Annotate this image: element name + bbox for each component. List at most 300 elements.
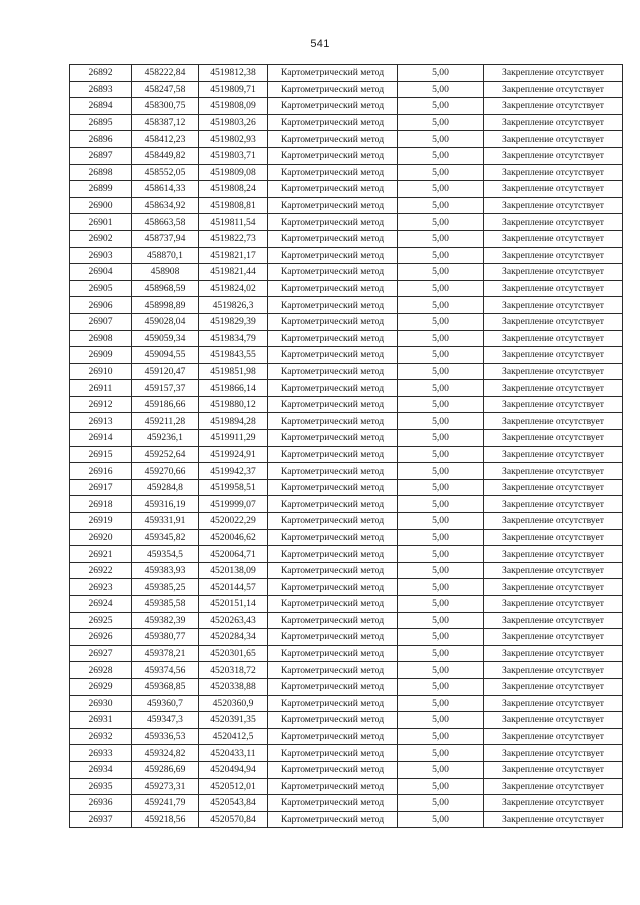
method-cell: Картометрический метод	[268, 380, 398, 397]
method-cell: Картометрический метод	[268, 147, 398, 164]
fixing-cell: Закрепление отсутствует	[484, 529, 623, 546]
x-coordinate-cell: 459059,34	[132, 330, 199, 347]
table-row	[70, 761, 623, 778]
point-number-cell: 26907	[70, 313, 132, 330]
fixing-cell: Закрепление отсутствует	[484, 147, 623, 164]
fixing-cell: Закрепление отсутствует	[484, 396, 623, 413]
table-row	[70, 745, 623, 762]
method-cell: Картометрический метод	[268, 662, 398, 679]
point-number-cell: 26915	[70, 446, 132, 463]
method-cell: Картометрический метод	[268, 678, 398, 695]
x-coordinate-cell: 459211,28	[132, 413, 199, 430]
precision-cell: 5,00	[398, 430, 484, 447]
page-number: 541	[310, 38, 330, 50]
x-coordinate-cell: 459385,58	[132, 596, 199, 613]
point-number-cell: 26902	[70, 230, 132, 247]
fixing-cell: Закрепление отсутствует	[484, 596, 623, 613]
x-coordinate-cell: 458449,82	[132, 147, 199, 164]
y-coordinate-cell: 4520144,57	[199, 579, 268, 596]
method-cell: Картометрический метод	[268, 280, 398, 297]
precision-cell: 5,00	[398, 446, 484, 463]
x-coordinate-cell: 459273,31	[132, 778, 199, 795]
point-number-cell: 26904	[70, 264, 132, 281]
table-body	[70, 65, 623, 828]
y-coordinate-cell: 4520512,01	[199, 778, 268, 795]
table-row	[70, 546, 623, 563]
point-number-cell: 26913	[70, 413, 132, 430]
x-coordinate-cell: 459241,79	[132, 795, 199, 812]
method-cell: Картометрический метод	[268, 413, 398, 430]
precision-cell: 5,00	[398, 761, 484, 778]
x-coordinate-cell: 459324,82	[132, 745, 199, 762]
precision-cell: 5,00	[398, 214, 484, 231]
table-row	[70, 513, 623, 530]
fixing-cell: Закрепление отсутствует	[484, 114, 623, 131]
table-row	[70, 430, 623, 447]
y-coordinate-cell: 4520391,35	[199, 712, 268, 729]
x-coordinate-cell: 459094,55	[132, 347, 199, 364]
method-cell: Картометрический метод	[268, 811, 398, 828]
table-row	[70, 778, 623, 795]
table-row	[70, 313, 623, 330]
method-cell: Картометрический метод	[268, 347, 398, 364]
point-number-cell: 26937	[70, 811, 132, 828]
method-cell: Картометрический метод	[268, 778, 398, 795]
precision-cell: 5,00	[398, 197, 484, 214]
x-coordinate-cell: 459382,39	[132, 612, 199, 629]
table-row	[70, 413, 623, 430]
x-coordinate-cell: 458634,92	[132, 197, 199, 214]
x-coordinate-cell: 458552,05	[132, 164, 199, 181]
method-cell: Картометрический метод	[268, 131, 398, 148]
y-coordinate-cell: 4520570,84	[199, 811, 268, 828]
y-coordinate-cell: 4519843,55	[199, 347, 268, 364]
method-cell: Картометрический метод	[268, 98, 398, 115]
table-row	[70, 479, 623, 496]
precision-cell: 5,00	[398, 612, 484, 629]
y-coordinate-cell: 4519880,12	[199, 396, 268, 413]
fixing-cell: Закрепление отсутствует	[484, 761, 623, 778]
precision-cell: 5,00	[398, 131, 484, 148]
y-coordinate-cell: 4519809,71	[199, 81, 268, 98]
point-number-cell: 26934	[70, 761, 132, 778]
table-row	[70, 147, 623, 164]
x-coordinate-cell: 459354,5	[132, 546, 199, 563]
fixing-cell: Закрепление отсутствует	[484, 313, 623, 330]
method-cell: Картометрический метод	[268, 363, 398, 380]
precision-cell: 5,00	[398, 297, 484, 314]
precision-cell: 5,00	[398, 712, 484, 729]
method-cell: Картометрический метод	[268, 81, 398, 98]
precision-cell: 5,00	[398, 562, 484, 579]
y-coordinate-cell: 4520543,84	[199, 795, 268, 812]
x-coordinate-cell: 458300,75	[132, 98, 199, 115]
point-number-cell: 26928	[70, 662, 132, 679]
table-row	[70, 612, 623, 629]
precision-cell: 5,00	[398, 164, 484, 181]
y-coordinate-cell: 4519911,29	[199, 430, 268, 447]
precision-cell: 5,00	[398, 596, 484, 613]
table-row	[70, 230, 623, 247]
x-coordinate-cell: 459316,19	[132, 496, 199, 513]
fixing-cell: Закрепление отсутствует	[484, 546, 623, 563]
y-coordinate-cell: 4519808,09	[199, 98, 268, 115]
point-number-cell: 26908	[70, 330, 132, 347]
method-cell: Картометрический метод	[268, 745, 398, 762]
y-coordinate-cell: 4519803,71	[199, 147, 268, 164]
table-row	[70, 811, 623, 828]
table-row	[70, 363, 623, 380]
fixing-cell: Закрепление отсутствует	[484, 678, 623, 695]
method-cell: Картометрический метод	[268, 596, 398, 613]
point-number-cell: 26895	[70, 114, 132, 131]
point-number-cell: 26926	[70, 629, 132, 646]
table-row	[70, 197, 623, 214]
table-row	[70, 65, 623, 82]
x-coordinate-cell: 459331,91	[132, 513, 199, 530]
x-coordinate-cell: 459284,8	[132, 479, 199, 496]
x-coordinate-cell: 459360,7	[132, 695, 199, 712]
point-number-cell: 26909	[70, 347, 132, 364]
x-coordinate-cell: 458998,89	[132, 297, 199, 314]
precision-cell: 5,00	[398, 678, 484, 695]
y-coordinate-cell: 4519958,51	[199, 479, 268, 496]
fixing-cell: Закрепление отсутствует	[484, 380, 623, 397]
table-row	[70, 662, 623, 679]
precision-cell: 5,00	[398, 811, 484, 828]
x-coordinate-cell: 459120,47	[132, 363, 199, 380]
point-number-cell: 26912	[70, 396, 132, 413]
y-coordinate-cell: 4519802,93	[199, 131, 268, 148]
precision-cell: 5,00	[398, 579, 484, 596]
method-cell: Картометрический метод	[268, 396, 398, 413]
x-coordinate-cell: 458908	[132, 264, 199, 281]
x-coordinate-cell: 459347,3	[132, 712, 199, 729]
precision-cell: 5,00	[398, 280, 484, 297]
method-cell: Картометрический метод	[268, 297, 398, 314]
table-row	[70, 446, 623, 463]
point-number-cell: 26917	[70, 479, 132, 496]
precision-cell: 5,00	[398, 313, 484, 330]
point-number-cell: 26905	[70, 280, 132, 297]
method-cell: Картометрический метод	[268, 463, 398, 480]
method-cell: Картометрический метод	[268, 695, 398, 712]
method-cell: Картометрический метод	[268, 65, 398, 82]
fixing-cell: Закрепление отсутствует	[484, 513, 623, 530]
point-number-cell: 26925	[70, 612, 132, 629]
precision-cell: 5,00	[398, 413, 484, 430]
method-cell: Картометрический метод	[268, 430, 398, 447]
fixing-cell: Закрепление отсутствует	[484, 629, 623, 646]
table-row	[70, 529, 623, 546]
method-cell: Картометрический метод	[268, 181, 398, 198]
x-coordinate-cell: 458614,33	[132, 181, 199, 198]
y-coordinate-cell: 4520301,65	[199, 645, 268, 662]
table-row	[70, 181, 623, 198]
y-coordinate-cell: 4519942,37	[199, 463, 268, 480]
fixing-cell: Закрепление отсутствует	[484, 214, 623, 231]
point-number-cell: 26901	[70, 214, 132, 231]
fixing-cell: Закрепление отсутствует	[484, 446, 623, 463]
fixing-cell: Закрепление отсутствует	[484, 297, 623, 314]
x-coordinate-cell: 459385,25	[132, 579, 199, 596]
precision-cell: 5,00	[398, 496, 484, 513]
y-coordinate-cell: 4520046,62	[199, 529, 268, 546]
y-coordinate-cell: 4519821,17	[199, 247, 268, 264]
table-row	[70, 629, 623, 646]
fixing-cell: Закрепление отсутствует	[484, 612, 623, 629]
table-row	[70, 114, 623, 131]
coordinates-table	[69, 64, 623, 828]
x-coordinate-cell: 459252,64	[132, 446, 199, 463]
precision-cell: 5,00	[398, 529, 484, 546]
fixing-cell: Закрепление отсутствует	[484, 579, 623, 596]
x-coordinate-cell: 458412,23	[132, 131, 199, 148]
fixing-cell: Закрепление отсутствует	[484, 264, 623, 281]
precision-cell: 5,00	[398, 795, 484, 812]
table-row	[70, 264, 623, 281]
x-coordinate-cell: 459186,66	[132, 396, 199, 413]
point-number-cell: 26924	[70, 596, 132, 613]
table-row	[70, 330, 623, 347]
point-number-cell: 26927	[70, 645, 132, 662]
point-number-cell: 26897	[70, 147, 132, 164]
point-number-cell: 26922	[70, 562, 132, 579]
precision-cell: 5,00	[398, 230, 484, 247]
point-number-cell: 26894	[70, 98, 132, 115]
x-coordinate-cell: 458663,58	[132, 214, 199, 231]
precision-cell: 5,00	[398, 264, 484, 281]
fixing-cell: Закрепление отсутствует	[484, 330, 623, 347]
x-coordinate-cell: 458387,12	[132, 114, 199, 131]
point-number-cell: 26931	[70, 712, 132, 729]
x-coordinate-cell: 459336,53	[132, 728, 199, 745]
method-cell: Картометрический метод	[268, 579, 398, 596]
fixing-cell: Закрепление отсутствует	[484, 197, 623, 214]
x-coordinate-cell: 459378,21	[132, 645, 199, 662]
x-coordinate-cell: 459374,56	[132, 662, 199, 679]
table-row	[70, 280, 623, 297]
method-cell: Картометрический метод	[268, 529, 398, 546]
table-row	[70, 247, 623, 264]
table-row	[70, 347, 623, 364]
method-cell: Картометрический метод	[268, 496, 398, 513]
point-number-cell: 26898	[70, 164, 132, 181]
precision-cell: 5,00	[398, 645, 484, 662]
precision-cell: 5,00	[398, 728, 484, 745]
y-coordinate-cell: 4519851,98	[199, 363, 268, 380]
fixing-cell: Закрепление отсутствует	[484, 164, 623, 181]
fixing-cell: Закрепление отсутствует	[484, 81, 623, 98]
method-cell: Картометрический метод	[268, 712, 398, 729]
method-cell: Картометрический метод	[268, 761, 398, 778]
point-number-cell: 26911	[70, 380, 132, 397]
precision-cell: 5,00	[398, 479, 484, 496]
point-number-cell: 26933	[70, 745, 132, 762]
y-coordinate-cell: 4520151,14	[199, 596, 268, 613]
point-number-cell: 26896	[70, 131, 132, 148]
method-cell: Картометрический метод	[268, 197, 398, 214]
y-coordinate-cell: 4519866,14	[199, 380, 268, 397]
precision-cell: 5,00	[398, 330, 484, 347]
y-coordinate-cell: 4520360,9	[199, 695, 268, 712]
y-coordinate-cell: 4520284,34	[199, 629, 268, 646]
table-row	[70, 380, 623, 397]
precision-cell: 5,00	[398, 98, 484, 115]
table-row	[70, 214, 623, 231]
fixing-cell: Закрепление отсутствует	[484, 811, 623, 828]
x-coordinate-cell: 458247,58	[132, 81, 199, 98]
point-number-cell: 26899	[70, 181, 132, 198]
precision-cell: 5,00	[398, 247, 484, 264]
y-coordinate-cell: 4520318,72	[199, 662, 268, 679]
y-coordinate-cell: 4520412,5	[199, 728, 268, 745]
table-row	[70, 728, 623, 745]
x-coordinate-cell: 459345,82	[132, 529, 199, 546]
table-row	[70, 645, 623, 662]
method-cell: Картометрический метод	[268, 645, 398, 662]
table-row	[70, 81, 623, 98]
point-number-cell: 26910	[70, 363, 132, 380]
table-row	[70, 695, 623, 712]
y-coordinate-cell: 4520022,29	[199, 513, 268, 530]
fixing-cell: Закрепление отсутствует	[484, 795, 623, 812]
y-coordinate-cell: 4520138,09	[199, 562, 268, 579]
method-cell: Картометрический метод	[268, 164, 398, 181]
point-number-cell: 26923	[70, 579, 132, 596]
y-coordinate-cell: 4519834,79	[199, 330, 268, 347]
method-cell: Картометрический метод	[268, 728, 398, 745]
point-number-cell: 26920	[70, 529, 132, 546]
x-coordinate-cell: 459218,56	[132, 811, 199, 828]
point-number-cell: 26918	[70, 496, 132, 513]
table-row	[70, 164, 623, 181]
method-cell: Картометрический метод	[268, 513, 398, 530]
table-row	[70, 596, 623, 613]
fixing-cell: Закрепление отсутствует	[484, 181, 623, 198]
point-number-cell: 26936	[70, 795, 132, 812]
table-row	[70, 712, 623, 729]
precision-cell: 5,00	[398, 745, 484, 762]
method-cell: Картометрический метод	[268, 629, 398, 646]
y-coordinate-cell: 4520263,43	[199, 612, 268, 629]
table-row	[70, 131, 623, 148]
method-cell: Картометрический метод	[268, 446, 398, 463]
method-cell: Картометрический метод	[268, 479, 398, 496]
point-number-cell: 26919	[70, 513, 132, 530]
y-coordinate-cell: 4519822,73	[199, 230, 268, 247]
fixing-cell: Закрепление отсутствует	[484, 131, 623, 148]
method-cell: Картометрический метод	[268, 214, 398, 231]
x-coordinate-cell: 459383,93	[132, 562, 199, 579]
point-number-cell: 26914	[70, 430, 132, 447]
y-coordinate-cell: 4520494,94	[199, 761, 268, 778]
x-coordinate-cell: 459270,66	[132, 463, 199, 480]
precision-cell: 5,00	[398, 629, 484, 646]
point-number-cell: 26893	[70, 81, 132, 98]
x-coordinate-cell: 458870,1	[132, 247, 199, 264]
y-coordinate-cell: 4519826,3	[199, 297, 268, 314]
fixing-cell: Закрепление отсутствует	[484, 562, 623, 579]
precision-cell: 5,00	[398, 695, 484, 712]
precision-cell: 5,00	[398, 546, 484, 563]
y-coordinate-cell: 4520433,11	[199, 745, 268, 762]
fixing-cell: Закрепление отсутствует	[484, 65, 623, 82]
table-row	[70, 297, 623, 314]
precision-cell: 5,00	[398, 147, 484, 164]
y-coordinate-cell: 4519824,02	[199, 280, 268, 297]
point-number-cell: 26906	[70, 297, 132, 314]
precision-cell: 5,00	[398, 513, 484, 530]
fixing-cell: Закрепление отсутствует	[484, 363, 623, 380]
y-coordinate-cell: 4519821,44	[199, 264, 268, 281]
y-coordinate-cell: 4520338,88	[199, 678, 268, 695]
method-cell: Картометрический метод	[268, 562, 398, 579]
y-coordinate-cell: 4519809,08	[199, 164, 268, 181]
method-cell: Картометрический метод	[268, 313, 398, 330]
table-row	[70, 98, 623, 115]
fixing-cell: Закрепление отсутствует	[484, 778, 623, 795]
fixing-cell: Закрепление отсутствует	[484, 347, 623, 364]
fixing-cell: Закрепление отсутствует	[484, 479, 623, 496]
fixing-cell: Закрепление отсутствует	[484, 662, 623, 679]
point-number-cell: 26929	[70, 678, 132, 695]
y-coordinate-cell: 4519808,24	[199, 181, 268, 198]
fixing-cell: Закрепление отсутствует	[484, 280, 623, 297]
fixing-cell: Закрепление отсутствует	[484, 413, 623, 430]
point-number-cell: 26900	[70, 197, 132, 214]
precision-cell: 5,00	[398, 181, 484, 198]
method-cell: Картометрический метод	[268, 230, 398, 247]
y-coordinate-cell: 4519829,39	[199, 313, 268, 330]
fixing-cell: Закрепление отсутствует	[484, 745, 623, 762]
precision-cell: 5,00	[398, 363, 484, 380]
method-cell: Картометрический метод	[268, 795, 398, 812]
precision-cell: 5,00	[398, 778, 484, 795]
precision-cell: 5,00	[398, 347, 484, 364]
x-coordinate-cell: 459286,69	[132, 761, 199, 778]
precision-cell: 5,00	[398, 662, 484, 679]
x-coordinate-cell: 459380,77	[132, 629, 199, 646]
precision-cell: 5,00	[398, 396, 484, 413]
precision-cell: 5,00	[398, 81, 484, 98]
fixing-cell: Закрепление отсутствует	[484, 712, 623, 729]
point-number-cell: 26932	[70, 728, 132, 745]
table-row	[70, 463, 623, 480]
fixing-cell: Закрепление отсутствует	[484, 98, 623, 115]
x-coordinate-cell: 458222,84	[132, 65, 199, 82]
precision-cell: 5,00	[398, 463, 484, 480]
point-number-cell: 26921	[70, 546, 132, 563]
x-coordinate-cell: 459236,1	[132, 430, 199, 447]
table-row	[70, 496, 623, 513]
y-coordinate-cell: 4519924,91	[199, 446, 268, 463]
precision-cell: 5,00	[398, 114, 484, 131]
table-row	[70, 678, 623, 695]
fixing-cell: Закрепление отсутствует	[484, 695, 623, 712]
point-number-cell: 26903	[70, 247, 132, 264]
method-cell: Картометрический метод	[268, 114, 398, 131]
point-number-cell: 26916	[70, 463, 132, 480]
point-number-cell: 26892	[70, 65, 132, 82]
fixing-cell: Закрепление отсутствует	[484, 728, 623, 745]
x-coordinate-cell: 458737,94	[132, 230, 199, 247]
y-coordinate-cell: 4520064,71	[199, 546, 268, 563]
fixing-cell: Закрепление отсутствует	[484, 230, 623, 247]
precision-cell: 5,00	[398, 65, 484, 82]
fixing-cell: Закрепление отсутствует	[484, 496, 623, 513]
x-coordinate-cell: 459028,04	[132, 313, 199, 330]
